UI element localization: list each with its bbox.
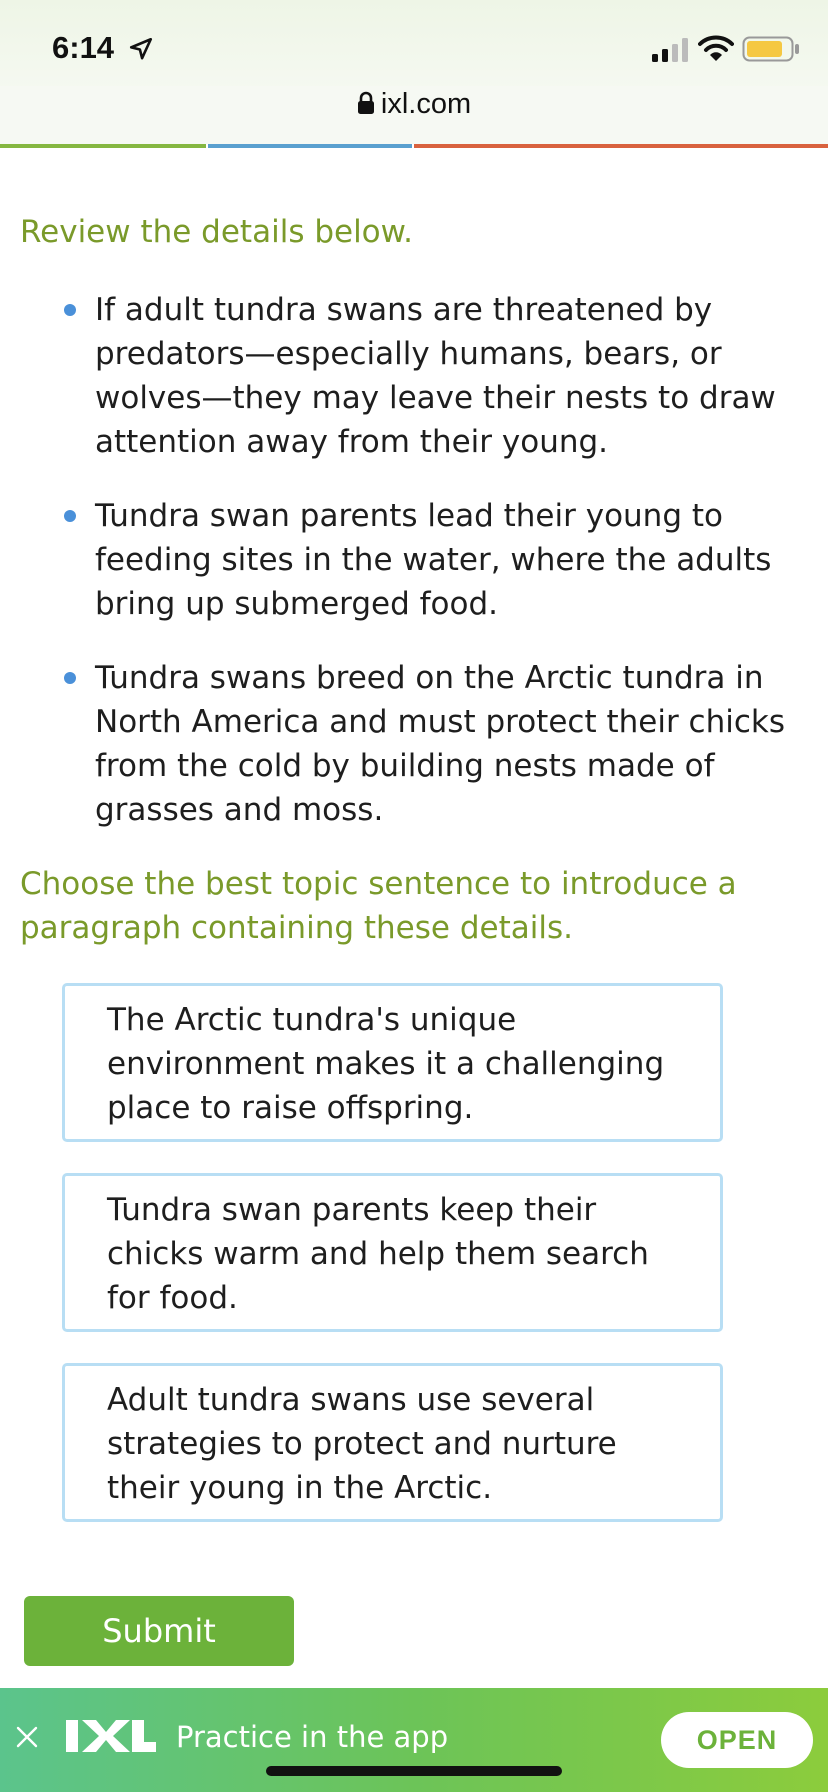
- home-indicator: [266, 1766, 562, 1776]
- answer-choice-3[interactable]: Adult tundra swans use several strategies to protect and nurture their young in the Arctic.: [62, 1363, 723, 1522]
- url-bar[interactable]: [0, 86, 828, 146]
- close-icon[interactable]: [14, 1724, 40, 1750]
- detail-text: Tundra swans breed on the Arctic tundra in North America and must protect their chicks from the cold by building nests made of grasses and moss.: [95, 660, 785, 828]
- address-bar[interactable]: [0, 86, 828, 122]
- submit-button[interactable]: Submit: [24, 1596, 294, 1666]
- color-strip: [0, 144, 828, 148]
- battery-icon: [742, 36, 800, 62]
- bullet-icon: [64, 304, 76, 316]
- url-text: ixl.com: [380, 88, 472, 120]
- app-banner: [0, 1688, 828, 1792]
- open-app-button[interactable]: OPEN: [661, 1712, 813, 1768]
- details-list: [0, 288, 828, 862]
- detail-text: Tundra swan parents lead their young to feeding sites in the water, where the adults bring up submerged food.: [95, 498, 772, 622]
- detail-item: [0, 288, 828, 464]
- choose-instruction: Choose the best topic sentence to introduce a paragraph containing these details.: [20, 866, 737, 946]
- wifi-icon: [698, 34, 734, 62]
- ixl-logo: [64, 1718, 156, 1754]
- banner-text: Practice in the app: [176, 1720, 449, 1754]
- answer-choice-2[interactable]: Tundra swan parents keep their chicks warm and help them search for food.: [62, 1173, 723, 1332]
- answer-choices: [62, 983, 723, 1553]
- location-arrow-icon: [128, 36, 154, 62]
- review-instruction: Review the details below.: [20, 214, 414, 250]
- detail-text: If adult tundra swans are threatened by predators—especially humans, bears, or wolves—they may leave their nests to draw attention away from their young.: [95, 292, 776, 460]
- lock-icon: [357, 91, 375, 115]
- bullet-icon: [64, 510, 76, 522]
- detail-item: [0, 656, 828, 832]
- answer-choice-1[interactable]: The Arctic tundra's unique environment makes it a challenging place to raise offspring.: [62, 983, 723, 1142]
- status-bar: [0, 0, 828, 90]
- detail-item: [0, 494, 828, 626]
- cellular-signal-icon: [652, 38, 690, 62]
- bullet-icon: [64, 672, 76, 684]
- status-time: 6:14: [52, 30, 115, 65]
